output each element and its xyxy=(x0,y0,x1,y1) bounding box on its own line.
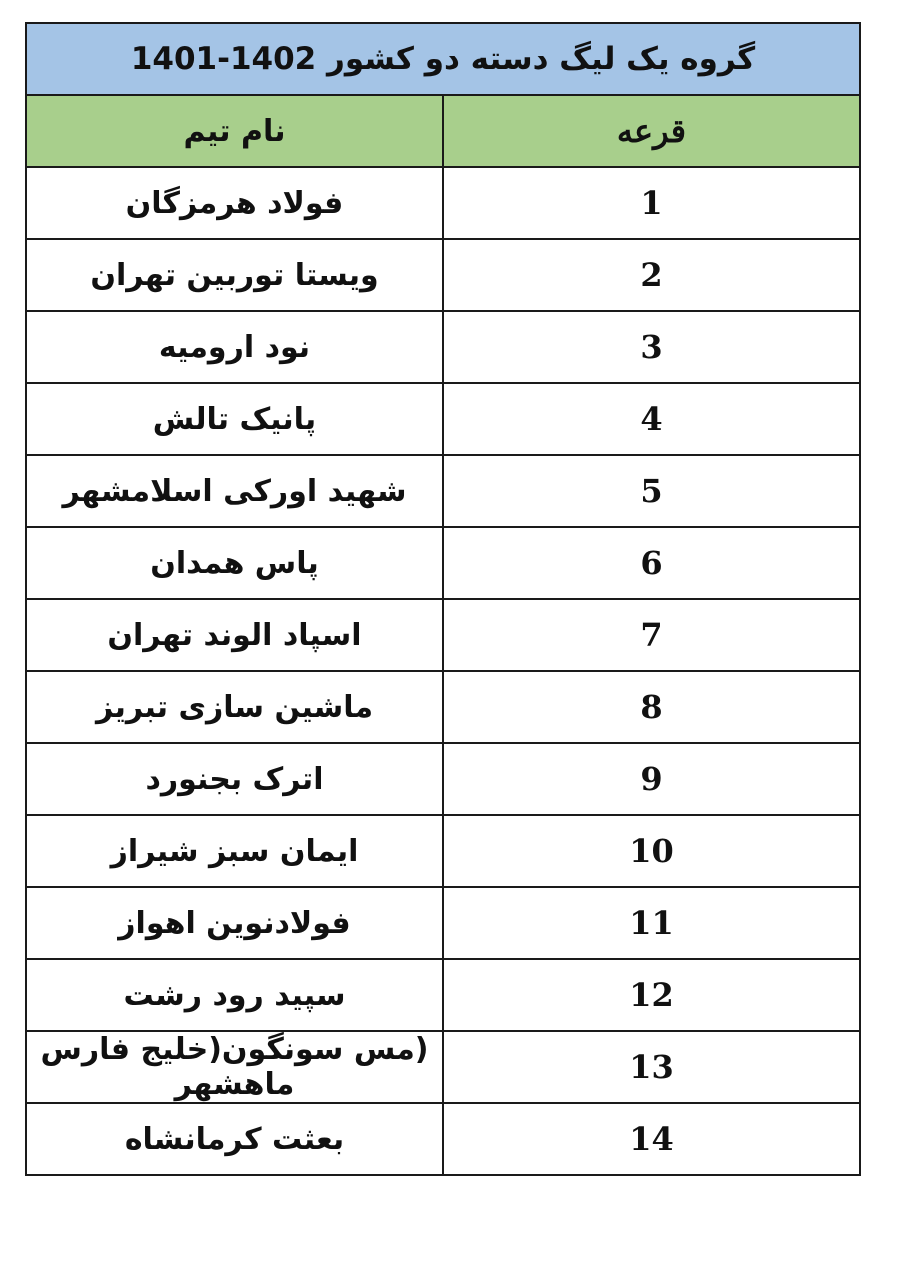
team-name-cell: پاس همدان xyxy=(26,527,443,599)
team-name-cell: ایمان سبز شیراز xyxy=(26,815,443,887)
table-row xyxy=(26,959,860,1031)
table-row xyxy=(26,815,860,887)
draw-number-cell: 6 xyxy=(443,527,860,599)
draw-number-cell: 11 xyxy=(443,887,860,959)
draw-number-cell: 12 xyxy=(443,959,860,1031)
draw-number-cell: 1 xyxy=(443,167,860,239)
table-row xyxy=(26,167,860,239)
table-title: گروه یک لیگ دسته دو کشور 1402-1401 xyxy=(26,23,860,95)
team-name-cell: اسپاد الوند تهران xyxy=(26,599,443,671)
table-row xyxy=(26,599,860,671)
column-header-team: نام تیم xyxy=(26,95,443,167)
team-name-cell: (مس سونگون(خلیج فارس ماهشهر xyxy=(26,1031,443,1103)
league-group-table xyxy=(25,22,861,1176)
draw-number-cell: 3 xyxy=(443,311,860,383)
table-row xyxy=(26,887,860,959)
table-body xyxy=(26,23,860,1175)
table-header-row xyxy=(26,95,860,167)
league-table-sheet xyxy=(25,22,861,1176)
team-name-cell: بعثت کرمانشاه xyxy=(26,1103,443,1175)
table-row xyxy=(26,527,860,599)
table-row xyxy=(26,1031,860,1103)
team-name-cell: شهید اورکی اسلامشهر xyxy=(26,455,443,527)
table-row xyxy=(26,239,860,311)
team-name-cell: نود ارومیه xyxy=(26,311,443,383)
table-row xyxy=(26,671,860,743)
draw-number-cell: 10 xyxy=(443,815,860,887)
team-name-cell: فولاد هرمزگان xyxy=(26,167,443,239)
draw-number-cell: 7 xyxy=(443,599,860,671)
draw-number-cell: 5 xyxy=(443,455,860,527)
table-row xyxy=(26,455,860,527)
team-name-cell: ماشین سازی تبریز xyxy=(26,671,443,743)
table-title-row xyxy=(26,23,860,95)
draw-number-cell: 9 xyxy=(443,743,860,815)
table-row xyxy=(26,743,860,815)
team-name-cell: سپید رود رشت xyxy=(26,959,443,1031)
draw-number-cell: 13 xyxy=(443,1031,860,1103)
table-row xyxy=(26,383,860,455)
table-row xyxy=(26,311,860,383)
draw-number-cell: 14 xyxy=(443,1103,860,1175)
draw-number-cell: 4 xyxy=(443,383,860,455)
team-name-cell: فولادنوین اهواز xyxy=(26,887,443,959)
team-name-cell: ویستا توربین تهران xyxy=(26,239,443,311)
column-header-draw: قرعه xyxy=(443,95,860,167)
draw-number-cell: 8 xyxy=(443,671,860,743)
team-name-cell: پانیک تالش xyxy=(26,383,443,455)
table-row xyxy=(26,1103,860,1175)
team-name-cell: اترک بجنورد xyxy=(26,743,443,815)
draw-number-cell: 2 xyxy=(443,239,860,311)
